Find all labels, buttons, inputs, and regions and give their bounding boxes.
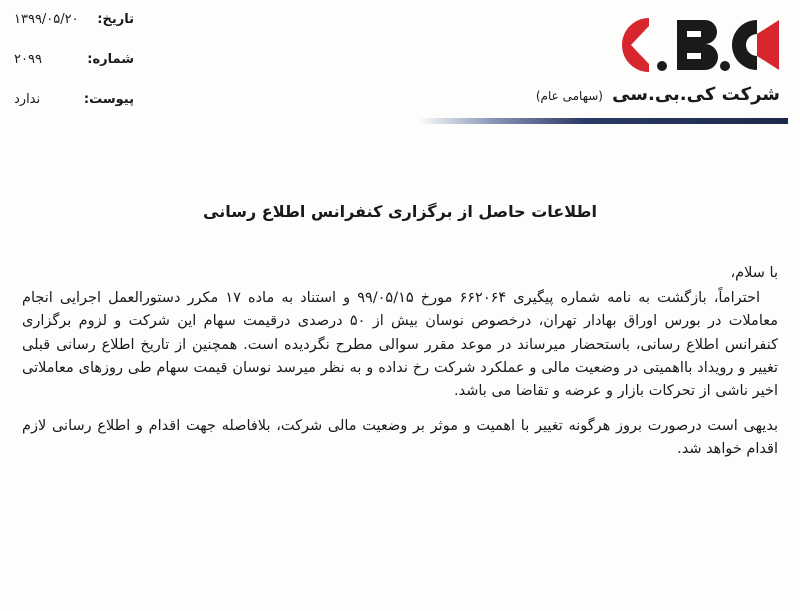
attachment-value: ندارد xyxy=(14,92,41,107)
date-row xyxy=(14,10,134,30)
date-label: تاریخ: xyxy=(97,12,134,27)
letter-meta xyxy=(14,10,134,130)
greeting: با سلام، xyxy=(730,265,778,281)
number-label: شماره: xyxy=(87,52,134,67)
company-name: شرکت کی.بی.سی xyxy=(612,84,780,105)
number-row xyxy=(14,50,134,70)
document-title: اطلاعات حاصل از برگزاری کنفرانس اطلاع رسانی xyxy=(203,202,597,221)
company-type: (سهامی عام) xyxy=(535,89,603,103)
date-value: ۱۳۹۹/۰۵/۲۰ xyxy=(14,12,79,27)
paragraph-2: بدیهی است درصورت بروز هرگونه تغییر با اهمیت و موثر بر وضعیت مالی شرکت، بلافاصله جهت اقدام و اطلاع رسانی لازم اقدام خواهد شد. xyxy=(22,418,778,458)
number-value: ۲۰۹۹ xyxy=(14,52,42,67)
paragraph-1: احتراماً، بازگشت به نامه شماره پیگیری ۶۶۲۰۶۴ مورخ ۹۹/۰۵/۱۵ و استناد به ماده ۱۷ مکرر دستورالعمل اجرایی انجام معاملات در بورس اوراق بهادار تهران، درخصوص نوسان بیش از ۵۰ درصدی درقیمت سهام این شرکت و لزوم برگزاری کنفرانس اطلاع رسانی، باستحضار میرساند در موعد مقرر سوالی مطرح نگردیده است. همچنین از تاریخ اطلاع رسانی قبلی تغییر و رویداد بااهمیتی در وضعیت مالی و عملکرد شرکت رخ نداده و به نظر میرسد نوسان قیمت سهام طی روزهای معاملاتی اخیر ناشی از تحرکات بازار و عرضه و تقاضا می باشد. xyxy=(22,290,778,400)
header-rule xyxy=(418,118,788,124)
company-line xyxy=(536,84,780,105)
letter-body xyxy=(22,262,778,462)
attachment-label: پیوست: xyxy=(83,92,134,107)
attachment-row xyxy=(14,90,134,110)
company-logo xyxy=(607,14,782,76)
